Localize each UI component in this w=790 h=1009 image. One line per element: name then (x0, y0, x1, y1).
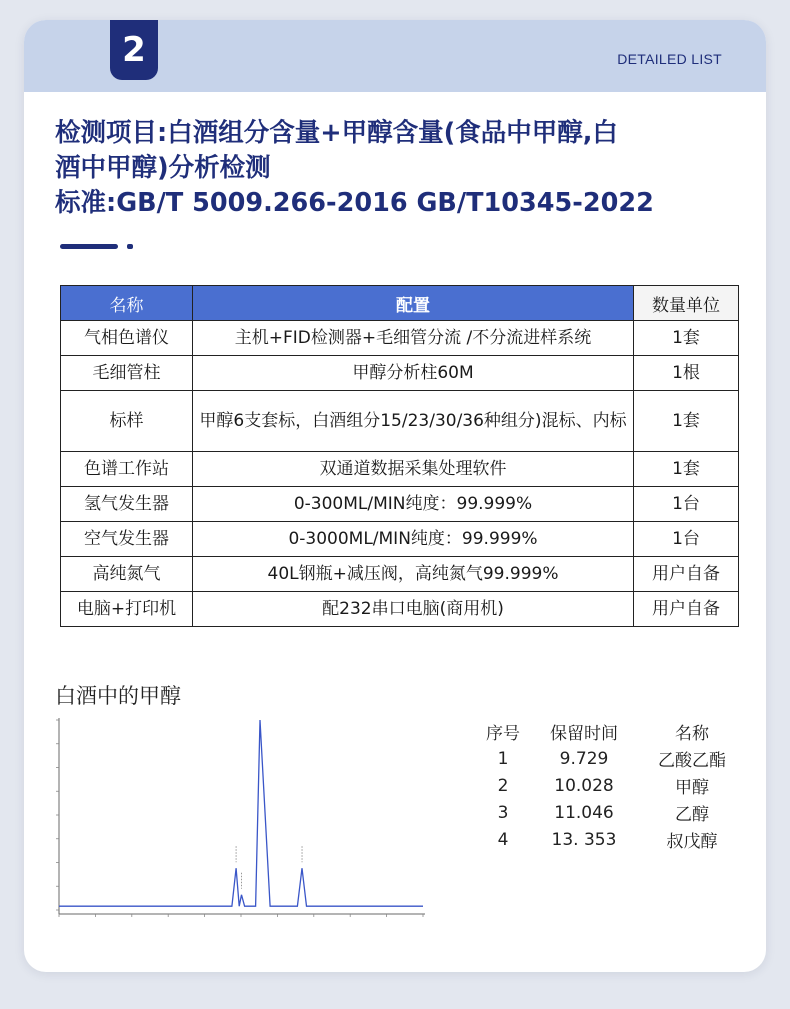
header-quantity: 数量单位 (634, 286, 739, 321)
accent-dot (127, 244, 133, 249)
peak-index: 1 (497, 748, 509, 769)
peak-row (476, 745, 746, 772)
chromatogram-plot (55, 716, 427, 922)
cell-name: 色谱工作站 (61, 452, 193, 487)
title-line-3: 标准:GB/T 5009.266-2016 GB/T10345-2022 (55, 188, 654, 218)
cell-config: 双通道数据采集处理软件 (193, 452, 634, 487)
peak-time: 10.028 (554, 775, 614, 796)
peak-row (476, 799, 746, 826)
accent-bar (60, 244, 118, 249)
section-number-badge (110, 20, 158, 80)
cell-quantity: 1套 (634, 391, 739, 452)
peak-row (476, 772, 746, 799)
table-row (61, 522, 739, 557)
cell-name: 氢气发生器 (61, 487, 193, 522)
peak-name: 乙醇 (675, 805, 709, 825)
peak-name: 乙酸乙酯 (658, 751, 726, 771)
peak-index: 4 (497, 829, 509, 850)
peak-row (476, 826, 746, 853)
table-row (61, 487, 739, 522)
card-header (24, 20, 766, 92)
title-line-2: 酒中甲醇)分析检测 (55, 153, 271, 183)
table-row (61, 391, 739, 452)
page-title (55, 116, 735, 221)
cell-quantity: 1根 (634, 356, 739, 391)
cell-config: 0-3000ML/MIN纯度：99.999% (193, 522, 634, 557)
header-name: 名称 (61, 286, 193, 321)
cell-name: 标样 (61, 391, 193, 452)
cell-name: 高纯氮气 (61, 557, 193, 592)
peak-name: 甲醇 (675, 778, 709, 798)
cell-quantity: 用户自备 (634, 557, 739, 592)
cell-quantity: 用户自备 (634, 592, 739, 627)
peak-table-header (476, 718, 746, 745)
plot-background (55, 716, 427, 922)
header-config: 配置 (193, 286, 634, 321)
table-row (61, 592, 739, 627)
table-row (61, 321, 739, 356)
title-underline-accent (60, 244, 140, 250)
peak-time: 11.046 (554, 802, 614, 823)
peak-index: 3 (497, 802, 509, 823)
peak-name: 叔戊醇 (666, 832, 718, 852)
section-number: 2 (122, 30, 146, 70)
chromatogram-title: 白酒中的甲醇 (55, 684, 181, 708)
cell-config: 甲醇分析柱60M (193, 356, 634, 391)
cell-name: 空气发生器 (61, 522, 193, 557)
configuration-table (60, 285, 739, 627)
cell-quantity: 1台 (634, 522, 739, 557)
detailed-list-label: DETAILED LIST (617, 51, 722, 67)
cell-config: 配232串口电脑(商用机) (193, 592, 634, 627)
cell-config: 0-300ML/MIN纯度：99.999% (193, 487, 634, 522)
peak-header-time: 保留时间 (550, 724, 618, 744)
table-header-row (61, 286, 739, 321)
cell-quantity: 1台 (634, 487, 739, 522)
cell-config: 主机+FID检测器+毛细管分流 /不分流进样系统 (193, 321, 634, 356)
cell-config: 甲醇6支套标，白酒组分15/23/30/36种组分)混标、内标 (193, 391, 634, 452)
cell-name: 电脑+打印机 (61, 592, 193, 627)
peak-time: 9.729 (559, 748, 609, 769)
detail-card (24, 20, 766, 972)
table-row (61, 557, 739, 592)
cell-quantity: 1套 (634, 452, 739, 487)
peak-header-name: 名称 (675, 724, 709, 744)
peak-table (476, 718, 746, 853)
peak-header-index: 序号 (486, 724, 520, 744)
table-row (61, 356, 739, 391)
peak-index: 2 (497, 775, 509, 796)
title-line-1: 检测项目:白酒组分含量+甲醇含量(食品中甲醇,白 (55, 118, 618, 148)
cell-name: 气相色谱仪 (61, 321, 193, 356)
peak-time: 13. 353 (551, 829, 617, 850)
cell-config: 40L钢瓶+减压阀，高纯氮气99.999% (193, 557, 634, 592)
cell-quantity: 1套 (634, 321, 739, 356)
cell-name: 毛细管柱 (61, 356, 193, 391)
table-row (61, 452, 739, 487)
